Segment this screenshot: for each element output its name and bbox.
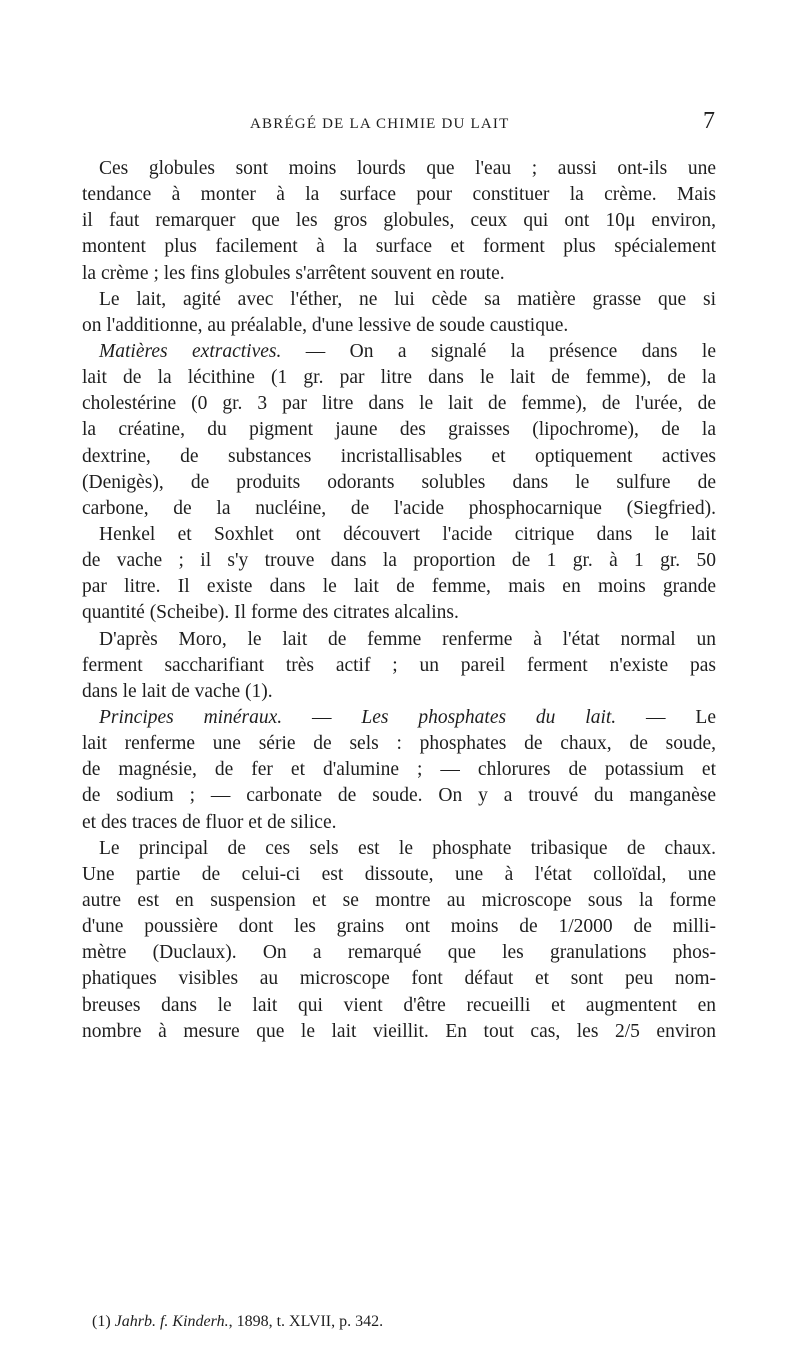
body-text <box>82 156 716 1045</box>
text-line: nombre à mesure que le lait vieillit. En tout cas, les 2/5 environ <box>82 1020 716 1042</box>
text-line: (Denigès), de produits odorants solubles dans le sulfure de <box>82 471 716 493</box>
text-line: carbone, de la nucléine, de l'acide phosphocarnique (Siegfried). <box>82 497 716 519</box>
text-line: mètre (Duclaux). On a remarqué que les granulations phos- <box>82 942 716 964</box>
text-line: montent plus facilement à la surface et forment plus spécialement <box>82 236 716 258</box>
text-line: il faut remarquer que les gros globules, ceux qui ont 10μ environ, <box>82 210 716 232</box>
text-line: quantité (Scheibe). Il forme des citrates alcalins. <box>82 602 459 624</box>
section-heading-principes-mineraux: Principes minéraux. <box>99 706 283 728</box>
text-line: de sodium ; — carbonate de soude. On y a trouvé du manganèse <box>82 785 716 807</box>
text-line: Le lait, agité avec l'éther, ne lui cède sa matière grasse que si <box>99 288 716 310</box>
text-line: Une partie de celui-ci est dissoute, une à l'état colloïdal, une <box>82 863 716 885</box>
text-line: lait de la lécithine (1 gr. par litre dans le lait de femme), de la <box>82 367 716 389</box>
text-line: on l'additionne, au préalable, d'une lessive de soude caustique. <box>82 314 569 336</box>
footnote-reference: , 1898, t. XLVII, p. 342. <box>228 1313 384 1330</box>
text-line: autre est en suspension et se montre au microscope sous la forme <box>82 889 716 911</box>
running-title: ABRÉGÉ DE LA CHIMIE DU LAIT <box>250 116 510 132</box>
text-line: phatiques visibles au microscope font défaut et sont peu nom- <box>82 968 716 990</box>
text-line: cholestérine (0 gr. 3 par litre dans le lait de femme), de l'urée, de <box>82 393 716 415</box>
section-heading-matieres-extractives: Matières extractives. <box>99 340 282 362</box>
text-line: Henkel et Soxhlet ont découvert l'acide citrique dans le lait <box>99 523 716 545</box>
footnote-source: Jahrb. f. Kinderh. <box>114 1313 229 1330</box>
footnote <box>92 1313 383 1331</box>
footnote-marker: (1) <box>92 1313 111 1330</box>
text-line: dans le lait de vache (1). <box>82 680 273 702</box>
text-line: et des traces de fluor et de silice. <box>82 811 337 833</box>
text-line: d'une poussière dont les grains ont moins de 1/2000 de milli- <box>82 916 716 938</box>
text-line: la créatine, du pigment jaune des graisses (lipochrome), de la <box>82 419 716 441</box>
page-number: 7 <box>703 108 715 134</box>
text-line: la crème ; les fins globules s'arrêtent souvent en route. <box>82 262 505 284</box>
text-line: tendance à monter à la surface pour constituer la crème. Mais <box>82 184 716 206</box>
text-line: de magnésie, de fer et d'alumine ; — chlorures de potassium et <box>82 759 716 781</box>
text-line: de vache ; il s'y trouve dans la proportion de 1 gr. à 1 gr. 50 <box>82 550 716 572</box>
text-line: Principes minéraux. — Les phosphates du lait. — Le <box>99 706 716 728</box>
text-line: breuses dans le lait qui vient d'être recueilli et augmentent en <box>82 994 716 1016</box>
text-line: par litre. Il existe dans le lait de femme, mais en moins grande <box>82 576 716 598</box>
text-line: D'après Moro, le lait de femme renferme à l'état normal un <box>99 628 716 650</box>
text-line: Ces globules sont moins lourds que l'eau ; aussi ont-ils une <box>99 158 716 179</box>
text-line: Matières extractives. — On a signalé la présence dans le <box>99 340 716 362</box>
text-line: Le principal de ces sels est le phosphate tribasique de chaux. <box>99 837 716 859</box>
text-line: lait renferme une série de sels : phosphates de chaux, de soude, <box>82 733 716 755</box>
text-line: ferment saccharifiant très actif ; un pareil ferment n'existe pas <box>82 654 716 676</box>
text-line: dextrine, de substances incristallisables et optiquement actives <box>82 445 716 467</box>
subheading-phosphates-du-lait: Les phosphates du lait. <box>361 706 617 728</box>
